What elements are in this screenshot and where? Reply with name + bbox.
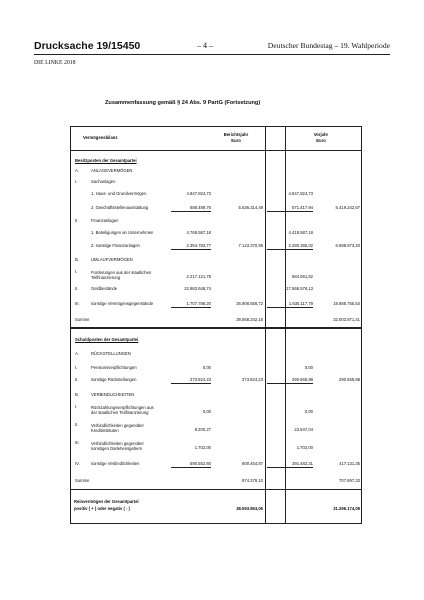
row-label: Verbindlichkeiten gegenüber Kreditinstituten [91,423,144,434]
row-value-v1: 4.768.587,18 [186,230,211,235]
row-number: II. [75,377,79,382]
total-divider [71,489,361,490]
row-label: sonstige Verbindlichkeiten [91,461,140,466]
row-value-v3: 4.847.824,73 [288,191,313,196]
row-label: Pensionsverpflichtungen [91,365,137,370]
row-value-v2: 5.536.314,49 [238,205,263,210]
row-value-v3: 2.280.286,02 [267,244,313,250]
row-number: A. [75,168,79,173]
row-value-v2: 974.379,10 [242,478,263,483]
row-number: A. [75,351,79,356]
current-year-unit: Euro [231,138,241,143]
row-value-v3: 1.635.117,79 [267,302,313,308]
row-label: ANLAGEVERMÖGEN [91,168,133,173]
row-value-v3: 1.702,00 [296,445,313,450]
row-value-v1: 2.217.121,78 [186,274,211,279]
row-label: RÜCKSTELLUNGEN [91,351,131,356]
row-value-v1: 2.354.783,77 [171,244,211,250]
row-value-v4: 19.885.755,54 [333,301,360,306]
row-value-v1: 8.200,27 [194,427,211,432]
row-value-v3: 571.417,94 [267,206,313,212]
row-label: 1. Beteiligungen an Unternehmen [91,230,154,235]
previous-year-header: Vorjahr [313,132,329,137]
row-label: Verbindlichkeiten gegenüber sonstigen Darlehensgebern [91,441,144,452]
row-label: 1. Haus- und Grundvermögen [91,191,147,196]
row-value-v4: 6.698.873,20 [335,243,360,248]
row-value-v2: 373.924,23 [242,377,263,382]
row-value-v3: 684.061,62 [292,274,313,279]
header-divider [71,150,361,151]
row-value-v2: 600.454,87 [242,461,263,466]
row-label: 2. Geschäftsstellenausstattung [91,205,149,210]
row-number: III. [75,440,80,445]
row-number: II. [75,286,79,291]
row-value-v3: 391.482,31 [267,462,313,468]
row-label: Rückzahlungsverpflichtungen aus der staatlichen Teilfinanzierung [91,405,154,416]
row-number: B. [75,257,79,262]
row-value-v2: 26.908.556,72 [236,301,263,306]
row-label: UMLAUFVERMÖGEN [91,257,133,262]
current-year-header: Berichtsjahr [223,132,249,137]
net-assets-current: 38.593.863,06 [236,506,263,511]
column-divider [265,127,266,523]
row-value-v1: 22.983.648,74 [184,286,211,291]
row-label: Summe [75,478,90,483]
row-number: III. [75,301,80,306]
column-title: Vermögensbilanz [83,135,118,140]
row-label: sonstige Vermögensgegenstände [91,301,154,306]
page-number: – 4 – [197,41,213,50]
row-label: Finanzanlagen [91,218,119,223]
section-divider [71,327,361,329]
net-assets-sign-label: positiv ( + ) oder negativ ( - ) [74,506,130,511]
row-number: II. [75,218,79,223]
row-label: Besitzposten der Gesamtpartei [75,158,137,163]
row-number: B. [75,392,79,397]
row-value-v1: 4.847.824,73 [186,191,211,196]
row-number: I. [75,365,78,370]
row-label: VERBINDLICHKEITEN [91,392,135,397]
page-header [34,40,390,52]
row-value-v1: 1.702,00 [194,445,211,450]
row-value-v3: 0,00 [304,365,313,370]
row-value-v3: 4.418.587,18 [288,230,313,235]
row-value-v1: 688.489,76 [171,206,211,212]
row-number: II. [75,422,79,427]
net-assets-label: Reinvermögen der Gesamtpartei [74,499,139,504]
row-value-v1: 1.707.786,20 [171,302,211,308]
publisher: Deutscher Bundestag – 19. Wahlperiode [267,41,390,50]
row-value-v4: 417.131,35 [339,461,360,466]
document-number: Drucksache 19/15450 [34,40,141,52]
row-value-v4: 707.697,33 [339,478,360,483]
row-value-v3: 290.565,98 [267,378,313,384]
row-number: I. [75,269,78,274]
row-value-v2: 7.123.370,95 [238,243,263,248]
row-number: I. [75,179,78,184]
balance-table [70,126,362,524]
row-label: 2. sonstige Finanzanlagen [91,243,140,248]
header-rule [34,54,390,55]
row-label: sonstige Rückstellungen [91,377,137,382]
previous-year-unit: Euro [316,138,326,143]
row-value-v1: 590.552,60 [171,462,211,468]
row-value-v3: 0,00 [304,409,313,414]
row-label: Forderungen aus der staatlichen Teilfinanzierung [91,270,152,281]
row-value-v3: 23.947,04 [294,427,313,432]
row-value-v3: 17.566.576,13 [286,286,313,291]
row-value-v1: 0,00 [202,409,211,414]
row-label: Schuldposten der Gesamtpartei [75,337,139,342]
row-value-v4: 290.565,98 [339,377,360,382]
row-label: Sachanlagen [91,179,116,184]
section-title: Zusammenfassung gemäß § 24 Abs. 9 PartG (Fortsetzung) [105,100,261,106]
row-number: I. [75,404,78,409]
row-number: IV. [75,461,80,466]
party-year: DIE LINKE 2018 [34,60,76,66]
row-value-v2: 39.568.242,16 [236,317,263,322]
row-value-v4: 32.003.871,41 [333,317,360,322]
row-value-v1: 373.924,23 [171,378,211,384]
row-label: Summe [75,317,90,322]
row-label: Geldbestände [91,286,118,291]
row-value-v1: 0,00 [202,365,211,370]
row-value-v4: 5.419.242,67 [335,205,360,210]
net-assets-previous: 31.296.174,08 [333,506,360,511]
